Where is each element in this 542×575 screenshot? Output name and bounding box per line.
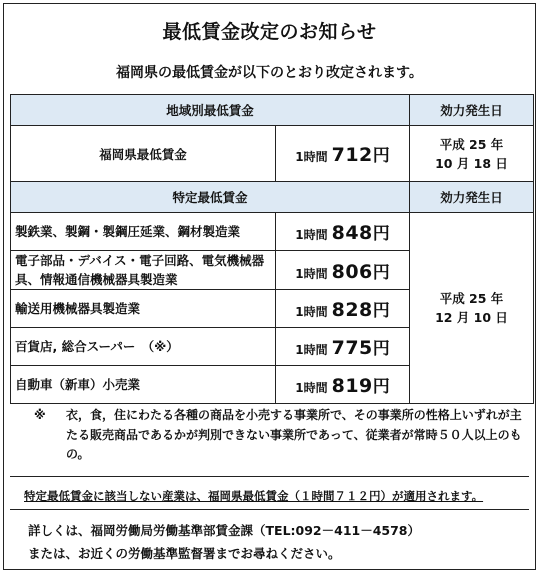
specific-effective-header: 効力発生日	[410, 182, 534, 213]
wage-table	[10, 94, 534, 404]
regional-row	[11, 126, 534, 182]
footnote-mark: ※	[34, 408, 46, 422]
wage-amount: 712	[331, 144, 373, 166]
wage-unit: 1時間	[295, 266, 328, 281]
wage-unit: 1時間	[295, 228, 328, 242]
industry-wage	[276, 290, 410, 328]
wage-amount: 848	[331, 222, 373, 244]
regional-date-line2: 10 月 18 日	[435, 155, 508, 171]
regional-effective-header: 効力発生日	[410, 95, 534, 126]
wage-amount: 819	[331, 375, 373, 397]
wage-amount: 775	[331, 337, 373, 359]
industry-name: 輸送用機械器具製造業	[11, 290, 276, 328]
wage-yen: 円	[372, 339, 390, 359]
industry-wage	[276, 366, 410, 404]
wage-amount: 828	[331, 299, 373, 321]
regional-effective-date	[410, 126, 534, 182]
wage-yen: 円	[372, 146, 390, 166]
industry-wage	[276, 328, 410, 366]
wage-unit: 1時間	[295, 305, 328, 319]
industry-wage	[276, 213, 410, 251]
wage-yen: 円	[372, 377, 390, 397]
wage-yen: 円	[372, 301, 390, 321]
divider	[10, 476, 529, 477]
specific-header-row	[11, 182, 534, 213]
wage-yen: 円	[372, 262, 390, 283]
table-row	[11, 213, 534, 251]
specific-date-line2: 12 月 10 日	[435, 310, 508, 325]
specific-effective-date	[410, 213, 534, 404]
wage-unit: 1時間	[295, 381, 328, 395]
regional-header: 地域別最低賃金	[11, 95, 410, 126]
industry-wage	[276, 251, 410, 290]
applicability-notice: 特定最低賃金に該当しない産業は、福岡県最低賃金（１時間７１２円）が適用されます。	[24, 489, 484, 503]
specific-header: 特定最低賃金	[11, 182, 410, 213]
footnote	[34, 406, 526, 465]
wage-unit: 1時間	[295, 150, 328, 164]
notice-frame	[3, 3, 536, 570]
specific-date-line1: 平成 25 年	[439, 291, 504, 306]
regional-name: 福岡県最低賃金	[11, 126, 276, 182]
regional-wage	[276, 126, 410, 182]
industry-name: 自動車（新車）小売業	[11, 366, 276, 404]
industry-name: 百貨店, 総合スーパー （※）	[11, 328, 276, 366]
contact-line-1: 詳しくは、福岡労働局労働基準部賃金課（TEL:092－411－4578）	[28, 523, 421, 538]
regional-header-row	[11, 95, 534, 126]
regional-date-line1: 平成 25 年	[439, 136, 504, 152]
contact-line-2: または、お近くの労働基準監督署までお尋ねください。	[28, 546, 341, 561]
industry-name: 電子部品・デバイス・電子回路、電気機械器具、情報通信機械器具製造業	[11, 251, 276, 290]
wage-amount: 806	[331, 260, 373, 283]
page-title: 最低賃金改定のお知らせ	[162, 21, 377, 43]
footnote-text: 衣，食，住にわたる各種の商品を小売する事業所で、その事業所の性格上いずれが主たる販売商品であるかが判別できない事業所であって、従業者が常時５０人以上のもの。	[66, 408, 522, 461]
page-subtitle: 福岡県の最低賃金が以下のとおり改定されます。	[116, 65, 423, 81]
divider	[10, 509, 529, 510]
wage-yen: 円	[372, 224, 390, 244]
wage-unit: 1時間	[295, 343, 328, 357]
industry-name: 製鉄業、製鋼・製鋼圧延業、鋼材製造業	[11, 213, 276, 251]
